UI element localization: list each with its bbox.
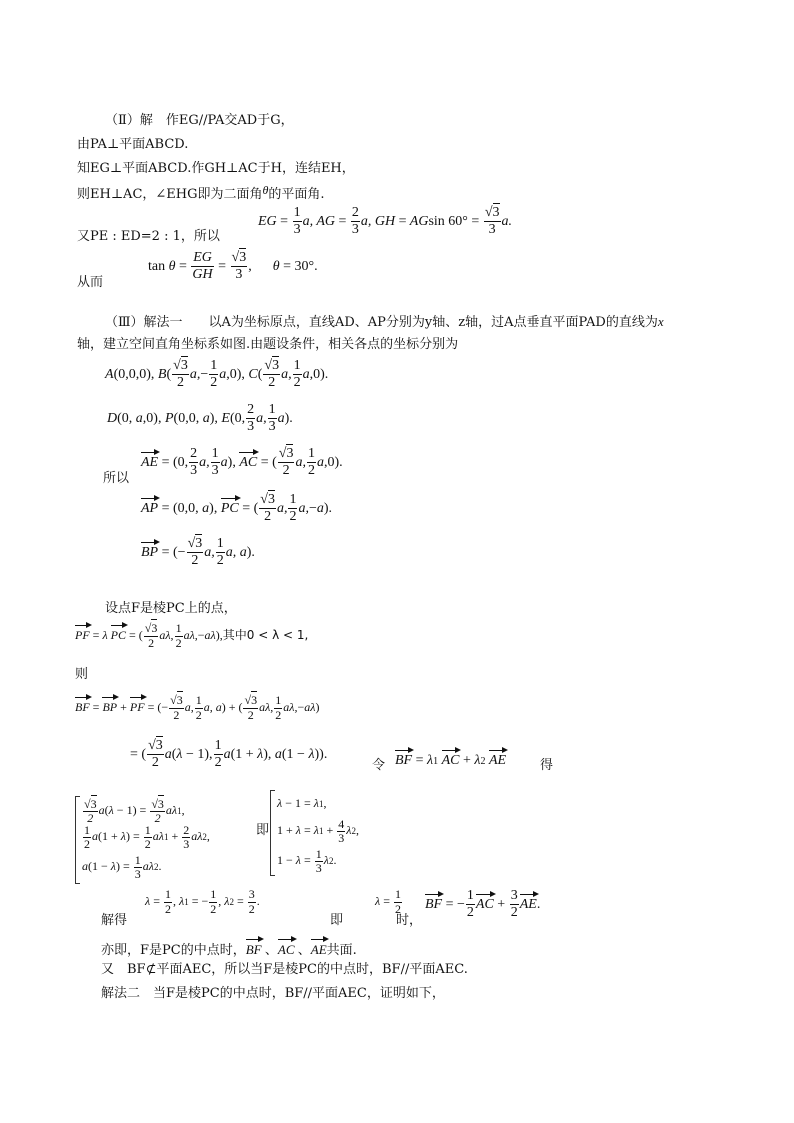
range-note: 其中0 < λ < 1, <box>222 628 309 643</box>
vec-bf-final: BF = − $\frac{1}{2}$ AC + $\frac{3}{2}$ AE. <box>425 888 541 921</box>
part3-line1 <box>105 313 664 332</box>
sys2-eq1: λ − 1 = λ1, <box>277 796 327 810</box>
lambda-half: λ = $\frac{1}{2}$ <box>375 887 401 916</box>
yiji-start: 亦即，F是PC的中点时， <box>101 943 246 958</box>
sys2-eq2: 1 + λ = λ1 + $\frac{4}{3}$ λ2, <box>277 817 359 845</box>
eq-tan-theta: tan θ = $\frac{EG}{GH}$ = $\frac{√3}{3}$ , θ = 30°. <box>148 250 318 283</box>
coords-abc: A(0,0,0), B( $\frac{√3}{2}$ a,− $\frac{1}{2}$ a,0), C( $\frac{√3}{2}$ a, $\frac{1}{2}$ a,0). <box>105 358 329 391</box>
you-line: 又 BF⊄平面AEC，所以当F是棱PC的中点时，BF//平面AEC. <box>101 962 468 977</box>
part2-line1: （Ⅱ）解 作EG//PA交AD于G， <box>105 113 294 128</box>
part2-line4-end: 的平面角. <box>268 187 325 202</box>
de-label: 得 <box>540 758 554 773</box>
set-f-line: 设点F是棱PC上的点， <box>105 601 237 616</box>
ji-label: 即 <box>256 823 270 838</box>
part2-line4 <box>77 185 325 204</box>
part2-line2: 由PA⊥平面ABCD. <box>77 137 189 152</box>
yiji-line <box>101 937 357 960</box>
sys1-eq3: a(1 − λ) = $\frac{1}{3}$ aλ2. <box>82 853 162 881</box>
vec-ae-ac: AE = (0, $\frac{2}{3}$ a, $\frac{1}{3}$ a), AC = ( $\frac{√3}{2}$ a, $\frac{1}{2}$ a,0). <box>141 446 343 479</box>
suoyi-label: 所以 <box>103 471 130 486</box>
vec-ap-pc: AP = (0,0, a), PC = ( $\frac{√3}{2}$ a, $\frac{1}{2}$ a,−a). <box>141 492 333 525</box>
x-variable: x <box>657 314 664 329</box>
sys2-eq3: 1 − λ = $\frac{1}{3}$ λ2. <box>277 847 337 875</box>
shi-label: 时， <box>396 913 423 928</box>
ling-label: 令 <box>372 758 386 773</box>
part2-line5: 又PE : ED=2 : 1，所以 <box>77 229 220 244</box>
solution-lambdas: λ = $\frac{1}{2}$ , λ1 = − $\frac{1}{2}$ , λ2 = $\frac{3}{2}$ . <box>145 887 260 916</box>
part2-line4-start: 则EH⊥AC，∠EHG即为二面角 <box>77 187 263 202</box>
coords-dpe: D(0, a,0), P(0,0, a), E(0, $\frac{2}{3}$ a, $\frac{1}{3}$ a). <box>107 402 293 435</box>
vec-bp: BP = (− $\frac{√3}{2}$ a, $\frac{1}{2}$ a, a). <box>141 536 255 569</box>
left-brace-1 <box>75 796 80 884</box>
part3-line1-text: （Ⅲ）解法一 以A为坐标原点，直线AD、AP分别为y轴、z轴，过A点垂直平面PAD的直线为 <box>105 315 658 330</box>
part3-line2: 轴，建立空间直角坐标系如图.由题设条件，相关各点的坐标分别为 <box>77 337 459 352</box>
part2-line3: 知EG⊥平面ABCD.作GH⊥AC于H，连结EH， <box>77 161 355 176</box>
jiede-label: 解得 <box>101 913 128 928</box>
left-brace-2 <box>270 790 275 876</box>
eq-eg-ag-gh: EG = $\frac{1}{3}$ a, AG = $\frac{2}{3}$ a, GH = AGsin 60° = $\frac{√3}{3}$ a. <box>258 205 512 238</box>
theta-symbol: θ <box>262 183 269 197</box>
ji2-label: 即 <box>330 913 344 928</box>
vec-bf-combo: BF = λ1 AC + λ2 AE <box>395 748 506 768</box>
method2-line: 解法二 当F是棱PC的中点时，BF//平面AEC，证明如下， <box>101 986 445 1001</box>
vec-pf: PF = λ PC = ( $\frac{√3}{2}$ aλ, $\frac{1}{2}$ aλ,−aλ),其中0 < λ < 1, <box>75 621 309 650</box>
ze-label: 则 <box>75 667 89 682</box>
sys1-eq1: $\frac{√3}{2}$ a(λ − 1) = $\frac{√3}{2}$ aλ1, <box>84 797 185 825</box>
vec-bf-sum: BF = BP + PF = (− $\frac{√3}{2}$ a, $\frac{1}{2}$ a, a) + ( $\frac{√3}{2}$ aλ, $\frac{1}{2}$ aλ,−aλ) <box>75 693 320 722</box>
sys1-eq2: $\frac{1}{2}$ a(1 + λ) = $\frac{1}{2}$ aλ1 + $\frac{2}{3}$ aλ2, <box>84 823 210 851</box>
vectors-bf-ac-ae: BF 、AC 、AE <box>246 942 327 957</box>
yiji-end: 共面. <box>326 943 357 958</box>
part2-line6: 从而 <box>77 275 104 290</box>
vec-bf-result: = ( $\frac{√3}{2}$ a(λ − 1), $\frac{1}{2}$ a(1 + λ), a(1 − λ)). <box>130 738 328 771</box>
